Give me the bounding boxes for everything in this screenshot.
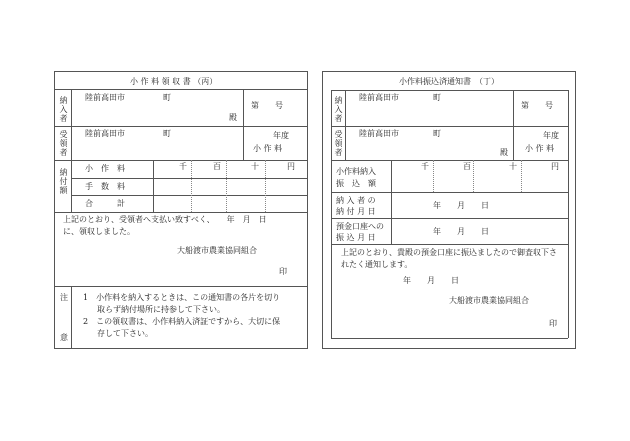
unit-yen: 円 xyxy=(551,162,559,171)
divider xyxy=(331,218,568,219)
column-guide xyxy=(265,160,266,212)
notice-text: 上記のとおり、貴殿の預金口座に振込ましたので御査収下さ xyxy=(341,248,557,257)
receiver-city: 陸前高田市 xyxy=(85,129,125,138)
divider xyxy=(55,160,307,161)
notes-label: 意 xyxy=(60,333,68,342)
receiver-city: 陸前高田市 xyxy=(359,129,399,138)
unit-hundred: 百 xyxy=(213,162,221,171)
amount-label: 振 込 額 xyxy=(336,179,376,188)
divider xyxy=(331,90,568,91)
note-text: 2 この領収書は、小作料納入済証ですから、大切に保 xyxy=(83,317,281,326)
divider xyxy=(71,195,307,196)
divider xyxy=(55,212,307,213)
divider xyxy=(55,126,307,127)
receipt-text: 上記のとおり、受領者へ支払い致すべく、 年 月 日 xyxy=(63,215,267,224)
transfer-date-label: 振 込 月 日 xyxy=(336,233,376,242)
form-title: 小作料振込済通知書 （丁） xyxy=(399,77,499,86)
payer-label: 納入者 xyxy=(334,96,343,123)
divider xyxy=(71,89,72,212)
pay-date-label: 納 入 者 の xyxy=(336,196,376,205)
receiver-town: 町 xyxy=(163,129,171,138)
year-label: 年度 xyxy=(543,131,559,140)
notice-date: 年 月 日 xyxy=(403,276,459,285)
rent-label: 小 作 料 xyxy=(253,144,283,153)
column-guide xyxy=(521,160,522,192)
year-label: 年度 xyxy=(273,131,289,140)
notice-text: れたく通知します。 xyxy=(341,260,413,269)
column-guide xyxy=(191,160,192,212)
organization-name: 大船渡市農業協同組合 xyxy=(449,296,529,305)
divider xyxy=(71,178,307,179)
divider xyxy=(331,160,568,161)
payer-town: 町 xyxy=(433,93,441,102)
unit-ten: 十 xyxy=(509,162,517,171)
payer-town: 町 xyxy=(163,93,171,102)
pay-date-label: 納 付 月 日 xyxy=(336,207,376,216)
number-label: 第 号 xyxy=(521,101,553,110)
divider xyxy=(331,338,568,339)
notice-form-right xyxy=(322,71,576,349)
divider xyxy=(55,89,307,90)
note-text: 存して下さい。 xyxy=(97,329,153,338)
organization-name: 大船渡市農業協同組合 xyxy=(177,246,257,255)
unit-yen: 円 xyxy=(287,162,295,171)
receiver-label: 受領者 xyxy=(334,130,343,157)
receipt-text: に、領収しました。 xyxy=(63,227,135,236)
unit-thousand: 千 xyxy=(179,162,187,171)
row-label-rent: 小 作 料 xyxy=(85,164,125,173)
receipt-form-left xyxy=(54,71,308,349)
note-text: 1 小作料を納入するときは、この通知書の各片を切り xyxy=(83,293,281,302)
divider xyxy=(568,90,569,338)
form-title: 小 作 料 領 収 書 （丙） xyxy=(130,77,218,86)
divider xyxy=(331,90,332,338)
column-guide xyxy=(433,160,434,192)
seal-mark: 印 xyxy=(279,267,287,276)
divider xyxy=(513,90,514,160)
number-label: 第 号 xyxy=(251,101,283,110)
unit-hundred: 百 xyxy=(463,162,471,171)
pay-date-value: 年 月 日 xyxy=(433,201,489,210)
receiver-town: 町 xyxy=(433,129,441,138)
transfer-date-label: 預金口座への xyxy=(336,222,384,231)
payer-city: 陸前高田市 xyxy=(359,93,399,102)
divider xyxy=(331,126,568,127)
divider xyxy=(55,286,307,287)
divider xyxy=(331,244,568,245)
rent-label: 小 作 料 xyxy=(525,144,555,153)
divider xyxy=(331,192,568,193)
divider xyxy=(71,286,72,348)
divider xyxy=(391,160,392,244)
row-label-fee: 手 数 料 xyxy=(85,182,125,191)
transfer-date-value: 年 月 日 xyxy=(433,227,489,236)
row-label-total: 合 計 xyxy=(85,199,125,208)
column-guide xyxy=(226,160,227,212)
divider xyxy=(243,89,244,160)
seal-mark: 印 xyxy=(549,319,557,328)
payer-dono: 殿 xyxy=(229,113,237,122)
receiver-label: 受領者 xyxy=(59,130,68,157)
amount-label: 小作料納入 xyxy=(336,167,376,176)
payer-label: 納入者 xyxy=(59,96,68,123)
notes-label: 注 xyxy=(60,293,68,302)
amount-label: 納付額 xyxy=(59,168,68,195)
unit-ten: 十 xyxy=(251,162,259,171)
note-text: 取らず納付場所に持参して下さい。 xyxy=(97,305,225,314)
unit-thousand: 千 xyxy=(421,162,429,171)
divider xyxy=(153,160,154,212)
divider xyxy=(345,90,346,160)
column-guide xyxy=(473,160,474,192)
payer-city: 陸前高田市 xyxy=(85,93,125,102)
receiver-dono: 殿 xyxy=(500,148,508,157)
